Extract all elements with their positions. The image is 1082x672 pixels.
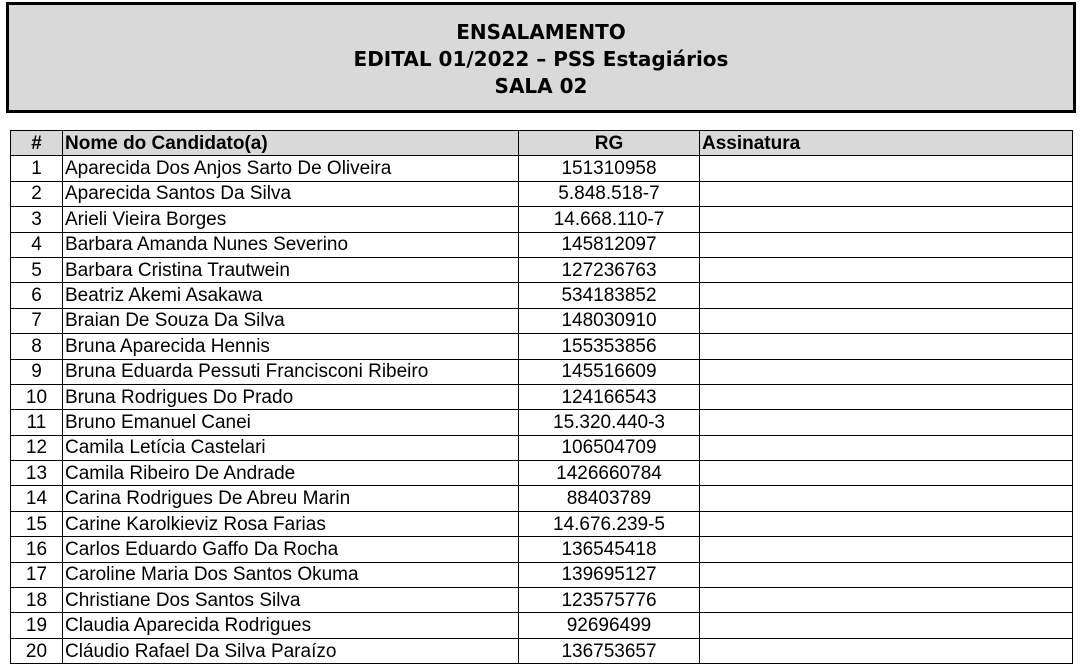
document-header	[6, 2, 1076, 113]
signature-cell	[700, 232, 1073, 257]
candidate-name-cell: Bruna Eduarda Pessuti Francisconi Ribeiro	[63, 359, 519, 384]
candidate-name-cell: Carine Karolkieviz Rosa Farias	[63, 511, 519, 536]
signature-cell	[700, 334, 1073, 359]
column-header-name: Nome do Candidato(a)	[63, 131, 519, 156]
table-row	[11, 283, 1073, 308]
candidate-rg-cell: 123575776	[519, 588, 700, 613]
candidate-name-cell: Carina Rodrigues De Abreu Marin	[63, 486, 519, 511]
candidate-rg-cell: 14.668.110-7	[519, 207, 700, 232]
table-row	[11, 410, 1073, 435]
table-row	[11, 435, 1073, 460]
candidate-name-cell: Bruna Aparecida Hennis	[63, 334, 519, 359]
table-row	[11, 207, 1073, 232]
row-number-cell: 18	[11, 588, 63, 613]
row-number-cell: 20	[11, 638, 63, 663]
row-number-cell: 5	[11, 257, 63, 282]
candidate-table	[10, 130, 1073, 664]
signature-cell	[700, 384, 1073, 409]
candidate-name-cell: Claudia Aparecida Rodrigues	[63, 613, 519, 638]
signature-cell	[700, 486, 1073, 511]
candidate-name-cell: Aparecida Santos Da Silva	[63, 181, 519, 206]
table-row	[11, 359, 1073, 384]
candidate-name-cell: Carlos Eduardo Gaffo Da Rocha	[63, 537, 519, 562]
candidate-rg-cell: 151310958	[519, 156, 700, 181]
column-header-rg: RG	[519, 131, 700, 156]
row-number-cell: 3	[11, 207, 63, 232]
signature-cell	[700, 181, 1073, 206]
signature-cell	[700, 207, 1073, 232]
candidate-name-cell: Barbara Cristina Trautwein	[63, 257, 519, 282]
row-number-cell: 7	[11, 308, 63, 333]
candidate-rg-cell: 1426660784	[519, 461, 700, 486]
candidate-name-cell: Christiane Dos Santos Silva	[63, 588, 519, 613]
candidate-rg-cell: 155353856	[519, 334, 700, 359]
header-edital: EDITAL 01/2022 – PSS Estagiários	[353, 47, 729, 71]
signature-cell	[700, 410, 1073, 435]
candidate-rg-cell: 139695127	[519, 562, 700, 587]
table-row	[11, 588, 1073, 613]
row-number-cell: 15	[11, 511, 63, 536]
signature-cell	[700, 359, 1073, 384]
candidate-name-cell: Cláudio Rafael Da Silva Paraízo	[63, 638, 519, 663]
candidate-rg-cell: 145812097	[519, 232, 700, 257]
signature-cell	[700, 613, 1073, 638]
candidate-name-cell: Bruno Emanuel Canei	[63, 410, 519, 435]
column-header-signature: Assinatura	[700, 131, 1073, 156]
signature-cell	[700, 461, 1073, 486]
table-row	[11, 537, 1073, 562]
row-number-cell: 14	[11, 486, 63, 511]
signature-cell	[700, 511, 1073, 536]
row-number-cell: 8	[11, 334, 63, 359]
table-row	[11, 461, 1073, 486]
candidate-rg-cell: 136753657	[519, 638, 700, 663]
row-number-cell: 13	[11, 461, 63, 486]
header-room: SALA 02	[494, 74, 588, 98]
candidate-name-cell: Camila Ribeiro De Andrade	[63, 461, 519, 486]
candidate-rg-cell: 136545418	[519, 537, 700, 562]
column-header-number: #	[11, 131, 63, 156]
candidate-rg-cell: 124166543	[519, 384, 700, 409]
candidate-rg-cell: 145516609	[519, 359, 700, 384]
signature-cell	[700, 562, 1073, 587]
table-row	[11, 308, 1073, 333]
table-row	[11, 511, 1073, 536]
row-number-cell: 9	[11, 359, 63, 384]
row-number-cell: 17	[11, 562, 63, 587]
table-header-row	[11, 131, 1073, 156]
signature-cell	[700, 537, 1073, 562]
table-row	[11, 181, 1073, 206]
signature-cell	[700, 257, 1073, 282]
signature-cell	[700, 638, 1073, 663]
table-row	[11, 613, 1073, 638]
candidate-name-cell: Barbara Amanda Nunes Severino	[63, 232, 519, 257]
row-number-cell: 2	[11, 181, 63, 206]
candidate-name-cell: Arieli Vieira Borges	[63, 207, 519, 232]
candidate-name-cell: Beatriz Akemi Asakawa	[63, 283, 519, 308]
row-number-cell: 11	[11, 410, 63, 435]
row-number-cell: 6	[11, 283, 63, 308]
candidate-rg-cell: 534183852	[519, 283, 700, 308]
candidate-name-cell: Camila Letícia Castelari	[63, 435, 519, 460]
table-row	[11, 334, 1073, 359]
candidate-rg-cell: 14.676.239-5	[519, 511, 700, 536]
row-number-cell: 4	[11, 232, 63, 257]
candidate-name-cell: Caroline Maria Dos Santos Okuma	[63, 562, 519, 587]
candidate-rg-cell: 15.320.440-3	[519, 410, 700, 435]
signature-cell	[700, 156, 1073, 181]
table-row	[11, 562, 1073, 587]
signature-cell	[700, 283, 1073, 308]
row-number-cell: 19	[11, 613, 63, 638]
row-number-cell: 16	[11, 537, 63, 562]
candidate-rg-cell: 92696499	[519, 613, 700, 638]
table-row	[11, 156, 1073, 181]
candidate-rg-cell: 106504709	[519, 435, 700, 460]
table-row	[11, 384, 1073, 409]
header-title: ENSALAMENTO	[456, 20, 626, 44]
signature-cell	[700, 435, 1073, 460]
candidate-rg-cell: 148030910	[519, 308, 700, 333]
candidate-name-cell: Aparecida Dos Anjos Sarto De Oliveira	[63, 156, 519, 181]
signature-cell	[700, 308, 1073, 333]
table-row	[11, 486, 1073, 511]
table-row	[11, 638, 1073, 663]
candidate-name-cell: Bruna Rodrigues Do Prado	[63, 384, 519, 409]
row-number-cell: 10	[11, 384, 63, 409]
candidate-rg-cell: 127236763	[519, 257, 700, 282]
candidate-rg-cell: 88403789	[519, 486, 700, 511]
table-body	[11, 156, 1073, 664]
row-number-cell: 12	[11, 435, 63, 460]
table-row	[11, 257, 1073, 282]
candidate-rg-cell: 5.848.518-7	[519, 181, 700, 206]
table-row	[11, 232, 1073, 257]
candidate-name-cell: Braian De Souza Da Silva	[63, 308, 519, 333]
row-number-cell: 1	[11, 156, 63, 181]
signature-cell	[700, 588, 1073, 613]
